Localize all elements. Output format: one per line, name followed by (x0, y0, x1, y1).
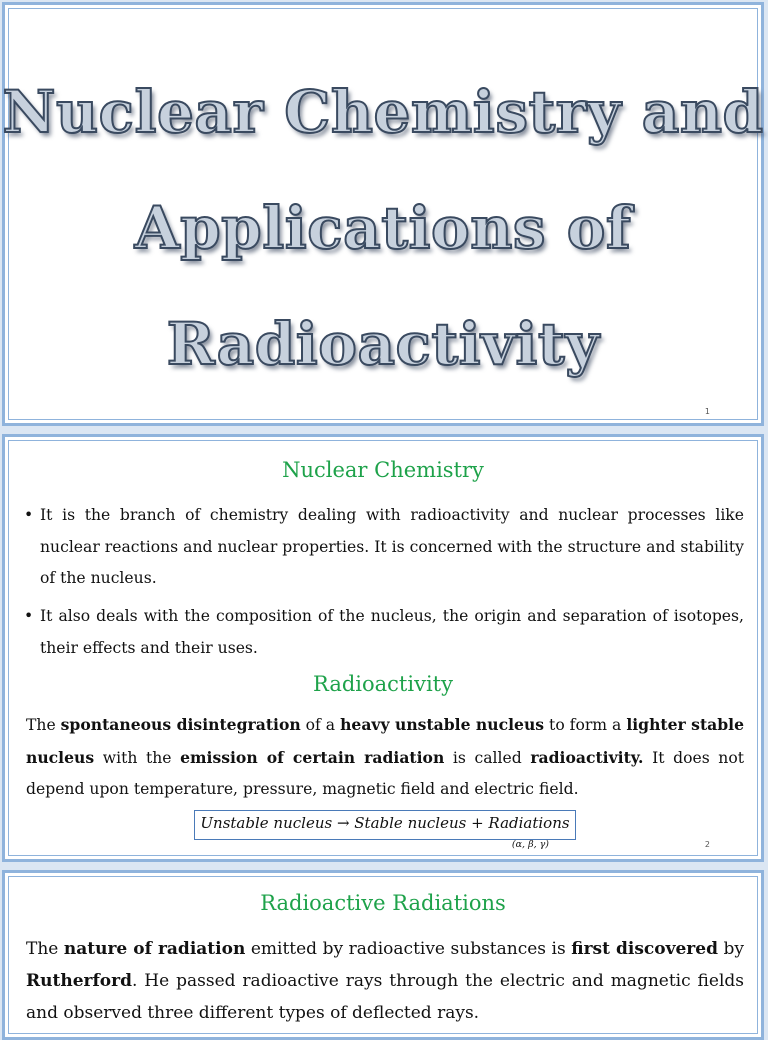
equation-text: Unstable nucleus → Stable nucleus + Radiations (200, 814, 570, 832)
text-run: It does not depend upon temperature, pressure, magnetic field and electric field. (26, 748, 744, 798)
text-run: The (26, 939, 64, 959)
text-run: to form a (544, 716, 627, 734)
text-run: by (717, 939, 744, 959)
text-run: emitted by radioactive substances is (245, 939, 572, 959)
page-number: 1 (704, 407, 710, 416)
page-number: 2 (704, 840, 710, 849)
bullet-item (24, 601, 744, 664)
text-run: of a (300, 716, 341, 734)
content-slide-radioactive-radiations (2, 870, 764, 1040)
content-slide-nuclear-chemistry (2, 434, 764, 862)
text-run: . He passed radioactive rays through the electric and magnetic fields and observed three different types of deflected rays. (26, 971, 744, 1023)
bold-run: Rutherford (26, 971, 132, 991)
bold-run: heavy unstable nucleus (340, 715, 545, 734)
bullet-marker: • (24, 607, 34, 625)
title-line-1: Nuclear Chemistry and (2, 78, 764, 146)
definition-paragraph (26, 709, 744, 806)
text-run: is called (444, 748, 531, 767)
title-line-2: Applications of (134, 194, 632, 262)
bold-run: radioactivity. (530, 747, 644, 767)
bold-run: first discovered (571, 939, 718, 959)
bullet-item (24, 500, 744, 595)
title-line-3: Radioactivity (166, 310, 600, 378)
bold-run: spontaneous disintegration (60, 715, 301, 734)
section-heading: Nuclear Chemistry (282, 458, 484, 482)
bold-run: nature of radiation (63, 939, 246, 959)
bold-run: lighter stable nucleus (26, 715, 745, 767)
text-run: The (26, 716, 61, 734)
presentation-title (2, 54, 764, 402)
bullet-text: It is the branch of chemistry dealing with radioactivity and nuclear processes like nuclear reactions and nuclear properties. It is concerned with the structure and stability of the nucleus. (40, 506, 744, 587)
bullet-marker: • (24, 506, 34, 524)
title-slide (2, 2, 764, 426)
equation-subscript: (α, β, γ) (511, 839, 549, 850)
bullet-text: It also deals with the composition of the nucleus, the origin and separation of isotopes, their effects and their uses. (40, 607, 744, 657)
section-heading: Radioactive Radiations (260, 891, 506, 915)
equation-box (194, 810, 576, 850)
bold-run: emission of certain radiation (180, 747, 445, 767)
body-paragraph (26, 933, 744, 1029)
text-run: with the (94, 748, 181, 767)
section-subheading: Radioactivity (313, 672, 453, 696)
